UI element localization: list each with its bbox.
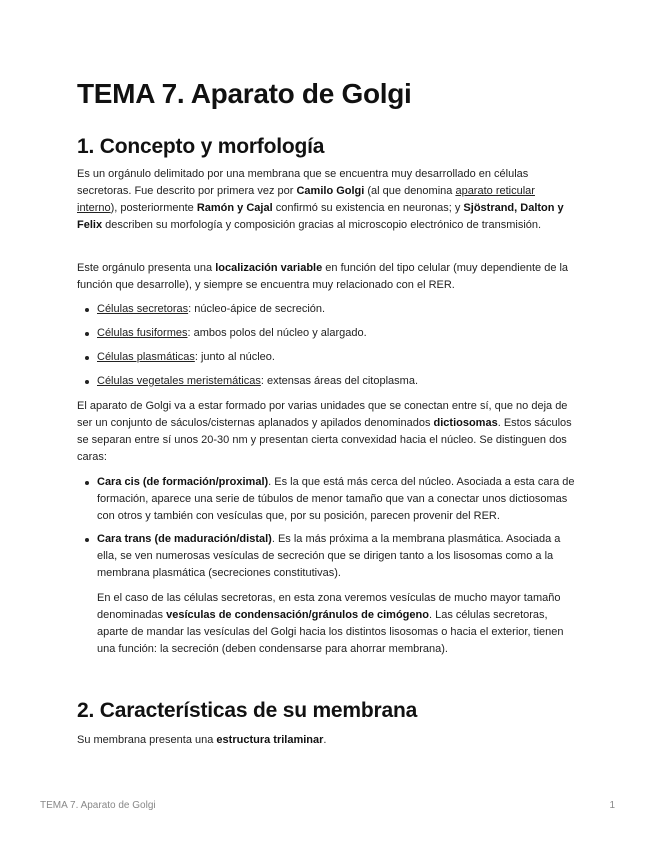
bold-ramon-y-cajal: Ramón y Cajal	[196, 202, 273, 214]
cara-trans-text: . Es la más próxima a la membrana plasmática. Asociada a ella, se ven numerosas vesículas de secreción que se dirigen tanto a los lisosomas como a la membrana plasmática (secreciones constitutivas).	[97, 533, 561, 579]
footer-title: TEMA 7. Aparato de Golgi	[40, 800, 156, 811]
text-run: describen su morfología y composición gracias al microscopio electrónico de transmisión.	[102, 219, 542, 231]
paragraph-estructura	[77, 398, 579, 466]
text-run: Su membrana presenta una	[77, 734, 217, 746]
cell-types-list	[77, 301, 577, 397]
bullet-icon	[85, 538, 89, 542]
text-run: .	[323, 734, 327, 746]
faces-list	[77, 474, 577, 658]
text-run: . Estos sáculos se separan entre sí unos 20-30 nm y presentan cierta convexidad hacia el núcleo. Se distinguen dos caras:	[77, 417, 572, 463]
cara-trans-subparagraph	[97, 590, 577, 658]
bold-vesiculas-condensacion: vesículas de condensación/gránulos de cimógeno	[166, 609, 429, 621]
list-item-label: Células fusiformes	[97, 327, 188, 339]
paragraph-intro	[77, 166, 577, 234]
bullet-icon	[85, 380, 89, 384]
bullet-icon	[85, 481, 89, 485]
list-item-label: Células vegetales meristemáticas	[97, 375, 261, 387]
list-item-label: Células plasmáticas	[97, 351, 195, 363]
text-run: en función del tipo celular (muy dependiente de la función que desarrolle), y siempre se encuentra muy relacionado con el RER.	[77, 262, 569, 291]
paragraph-localizacion	[77, 260, 577, 294]
cara-cis-text: . Es la que está más cerca del núcleo. Asociada a esta cara de formación, aparece una serie de túbulos de menor tamaño que van a conectar unos dictiosomas con otros y también con vesículas que, por su posición, parecen provenir del RER.	[97, 476, 575, 522]
list-item-label: Células secretoras	[97, 303, 189, 315]
list-item-text: : extensas áreas del citoplasma.	[260, 375, 418, 387]
list-item-cara-cis	[77, 474, 577, 525]
section-heading-concepto: 1. Concepto y morfología	[77, 135, 325, 158]
list-item	[77, 301, 577, 325]
text-run: . Las células secretoras, aparte de mandar las vesículas del Golgi hacia los distintos lisosomas o hacia el exterior, tienen una función: la secreción (deben condensarse para ahorrar membrana).	[97, 609, 564, 655]
list-item	[77, 349, 577, 373]
text-run: Este orgánulo presenta una	[77, 262, 216, 274]
cara-cis-label: Cara cis (de formación/proximal)	[97, 476, 269, 488]
underline-aparato-reticular: aparato reticular interno	[77, 185, 535, 214]
text-run: ), posteriormente	[110, 202, 197, 214]
list-item-cara-trans	[77, 531, 577, 658]
text-run: (al que denomina	[364, 185, 456, 197]
section-heading-membrana: 2. Características de su membrana	[77, 699, 418, 722]
text-run: En el caso de las células secretoras, en esta zona veremos vesículas de mucho mayor tamaño denominadas	[97, 592, 561, 621]
list-item	[77, 373, 577, 397]
text-run: confirmó su existencia en neuronas; y	[272, 202, 464, 214]
bold-localizacion-variable: localización variable	[215, 262, 323, 274]
bullet-icon	[85, 332, 89, 336]
list-item-text: : junto al núcleo.	[194, 351, 275, 363]
cara-trans-label: Cara trans (de maduración/distal)	[97, 533, 272, 545]
list-item-text: : núcleo-ápice de secreción.	[188, 303, 326, 315]
bullet-icon	[85, 308, 89, 312]
text-run: El aparato de Golgi va a estar formado por varias unidades que se conectan entre sí, que no deja de ser un conjunto de sáculos/cisternas aplanados y apilados denominados	[77, 400, 568, 429]
text-run: Es un orgánulo delimitado por una membrana que se encuentra muy desarrollado en células secretoras. Fue descrito por primera vez por	[77, 168, 529, 197]
bullet-icon	[85, 356, 89, 360]
list-item	[77, 325, 577, 349]
bold-estructura-trilaminar: estructura trilaminar	[216, 734, 324, 746]
bold-dictiosomas: dictiosomas	[433, 417, 498, 429]
footer-page-number: 1	[609, 800, 615, 811]
bold-sjostrand: Sjöstrand, Dalton y Felix	[77, 202, 564, 231]
list-item-text: : ambos polos del núcleo y alargado.	[187, 327, 367, 339]
paragraph-membrana	[77, 732, 577, 749]
bold-camilo-golgi: Camilo Golgi	[296, 185, 365, 197]
page-title: TEMA 7. Aparato de Golgi	[77, 78, 412, 109]
